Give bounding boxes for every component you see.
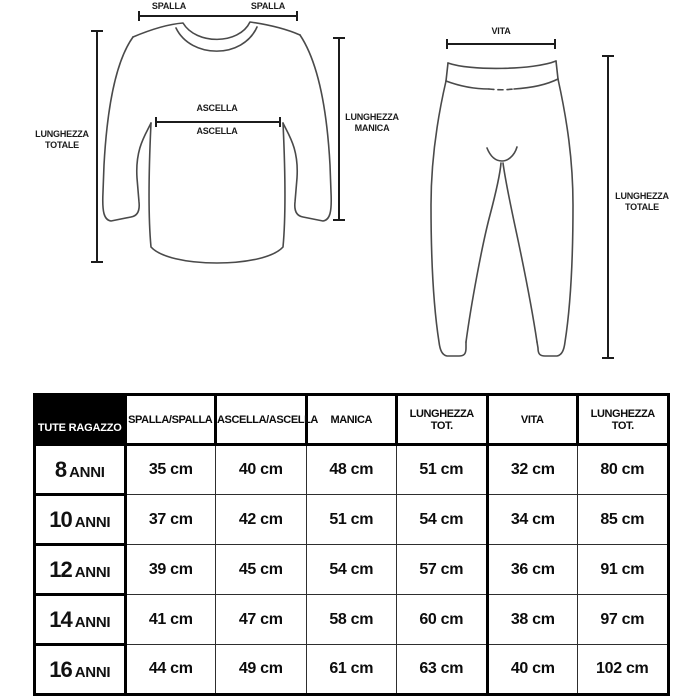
shoulder-measure-line	[139, 11, 297, 21]
shirt-length-label-line2: TOTALE	[45, 139, 79, 150]
value-cell-vita: 32 cm	[487, 445, 578, 495]
value-cell-lunghezza-tot-shirt: 57 cm	[397, 545, 488, 595]
value-cell-vita: 40 cm	[487, 645, 578, 695]
value-cell-lunghezza-tot-pants: 80 cm	[578, 445, 669, 495]
trousers-waistband-bottom-left	[446, 81, 489, 89]
size-word: ANNI	[69, 463, 105, 481]
value-cell-lunghezza-tot-shirt: 60 cm	[397, 595, 488, 645]
size-cell	[35, 595, 126, 645]
value-cell-manica: 58 cm	[306, 595, 397, 645]
header-cell-lunghezza-tot-shirt: LUNGHEZZA TOT.	[397, 395, 488, 445]
size-table	[33, 393, 670, 696]
trousers-waistband-bottom-right	[514, 79, 558, 89]
trousers-right-leg-outer	[537, 79, 573, 356]
size-number: 12	[49, 556, 72, 582]
table-row-10-anni	[35, 495, 669, 545]
value-cell-lunghezza-tot-pants: 85 cm	[578, 495, 669, 545]
sleeve-length-label-line1: LUNGHEZZA	[345, 112, 399, 122]
shoulder-label-left: SPALLA	[151, 1, 187, 11]
value-cell-ascella: 45 cm	[216, 545, 307, 595]
chest-label-top: ASCELLA	[196, 103, 238, 113]
header-cell-product: TUTE RAGAZZO	[35, 395, 126, 445]
trousers-left-leg-outer	[431, 81, 466, 356]
value-cell-lunghezza-tot-pants: 97 cm	[578, 595, 669, 645]
sweatshirt-right-sleeve	[283, 35, 331, 221]
sweatshirt-body	[149, 123, 285, 263]
trousers-crotch-seam	[487, 147, 517, 161]
value-cell-spalla: 35 cm	[125, 445, 216, 495]
table-row-8-anni	[35, 445, 669, 495]
value-cell-lunghezza-tot-shirt: 63 cm	[397, 645, 488, 695]
value-cell-vita: 36 cm	[487, 545, 578, 595]
sweatshirt-drawing	[103, 22, 331, 263]
trousers-waistband-left	[446, 63, 448, 81]
value-cell-manica: 48 cm	[306, 445, 397, 495]
size-cell	[35, 495, 126, 545]
trousers-left-leg-inner	[466, 163, 501, 342]
value-cell-manica: 51 cm	[306, 495, 397, 545]
trousers-length-label-line1: LUNGHEZZA	[615, 191, 669, 201]
chest-label-bottom: ASCELLA	[196, 126, 238, 136]
trousers-drawing	[431, 61, 573, 356]
waist-measure-line	[447, 39, 555, 49]
value-cell-spalla: 39 cm	[125, 545, 216, 595]
size-cell	[35, 645, 126, 695]
table-row-14-anni	[35, 595, 669, 645]
value-cell-spalla: 44 cm	[125, 645, 216, 695]
value-cell-lunghezza-tot-pants: 102 cm	[578, 645, 669, 695]
value-cell-manica: 54 cm	[306, 545, 397, 595]
size-number: 10	[49, 506, 72, 532]
trousers-waistband-top	[448, 61, 556, 68]
size-cell	[35, 445, 126, 495]
value-cell-lunghezza-tot-pants: 91 cm	[578, 545, 669, 595]
header-cell-lunghezza-tot-pants: LUNGHEZZA TOT.	[578, 395, 669, 445]
trousers-waistband-right	[556, 61, 558, 79]
measurement-lines	[91, 11, 614, 358]
size-number: 8	[54, 456, 67, 482]
sweatshirt-left-sleeve	[103, 37, 151, 221]
value-cell-vita: 34 cm	[487, 495, 578, 545]
header-cell-manica: MANICA	[306, 395, 397, 445]
size-word: ANNI	[74, 563, 111, 581]
size-word: ANNI	[74, 663, 111, 681]
value-cell-ascella: 47 cm	[216, 595, 307, 645]
trousers-waistband-bottom-dashed	[489, 89, 514, 90]
sleeve-length-label-line2: MANICA	[354, 122, 390, 133]
value-cell-ascella: 42 cm	[216, 495, 307, 545]
value-cell-spalla: 41 cm	[125, 595, 216, 645]
table-row-12-anni	[35, 545, 669, 595]
table-row-16-anni	[35, 645, 669, 695]
table-header-row	[35, 395, 669, 445]
size-word: ANNI	[74, 613, 111, 631]
trousers-right-leg-inner	[503, 163, 537, 342]
size-word: ANNI	[74, 513, 111, 531]
sweatshirt-top-silhouette	[133, 22, 300, 39]
trousers-length-label	[611, 191, 673, 212]
sleeve-length-label	[342, 112, 402, 133]
value-cell-lunghezza-tot-shirt: 51 cm	[397, 445, 488, 495]
value-cell-ascella: 40 cm	[216, 445, 307, 495]
header-cell-spalla: SPALLA/SPALLA	[125, 395, 216, 445]
shirt-length-label-line1: LUNGHEZZA	[35, 129, 89, 139]
shirt-length-label	[24, 129, 100, 150]
size-table-container	[33, 393, 670, 696]
header-cell-ascella: ASCELLA/ASCELLA	[216, 395, 307, 445]
size-number: 14	[49, 606, 72, 632]
value-cell-spalla: 37 cm	[125, 495, 216, 545]
size-cell	[35, 545, 126, 595]
waist-label: VITA	[491, 26, 511, 36]
value-cell-ascella: 49 cm	[216, 645, 307, 695]
value-cell-manica: 61 cm	[306, 645, 397, 695]
size-number: 16	[49, 656, 72, 682]
header-cell-vita: VITA	[487, 395, 578, 445]
value-cell-lunghezza-tot-shirt: 54 cm	[397, 495, 488, 545]
trousers-length-label-line2: TOTALE	[625, 201, 659, 212]
shoulder-label-right: SPALLA	[250, 1, 286, 11]
value-cell-vita: 38 cm	[487, 595, 578, 645]
